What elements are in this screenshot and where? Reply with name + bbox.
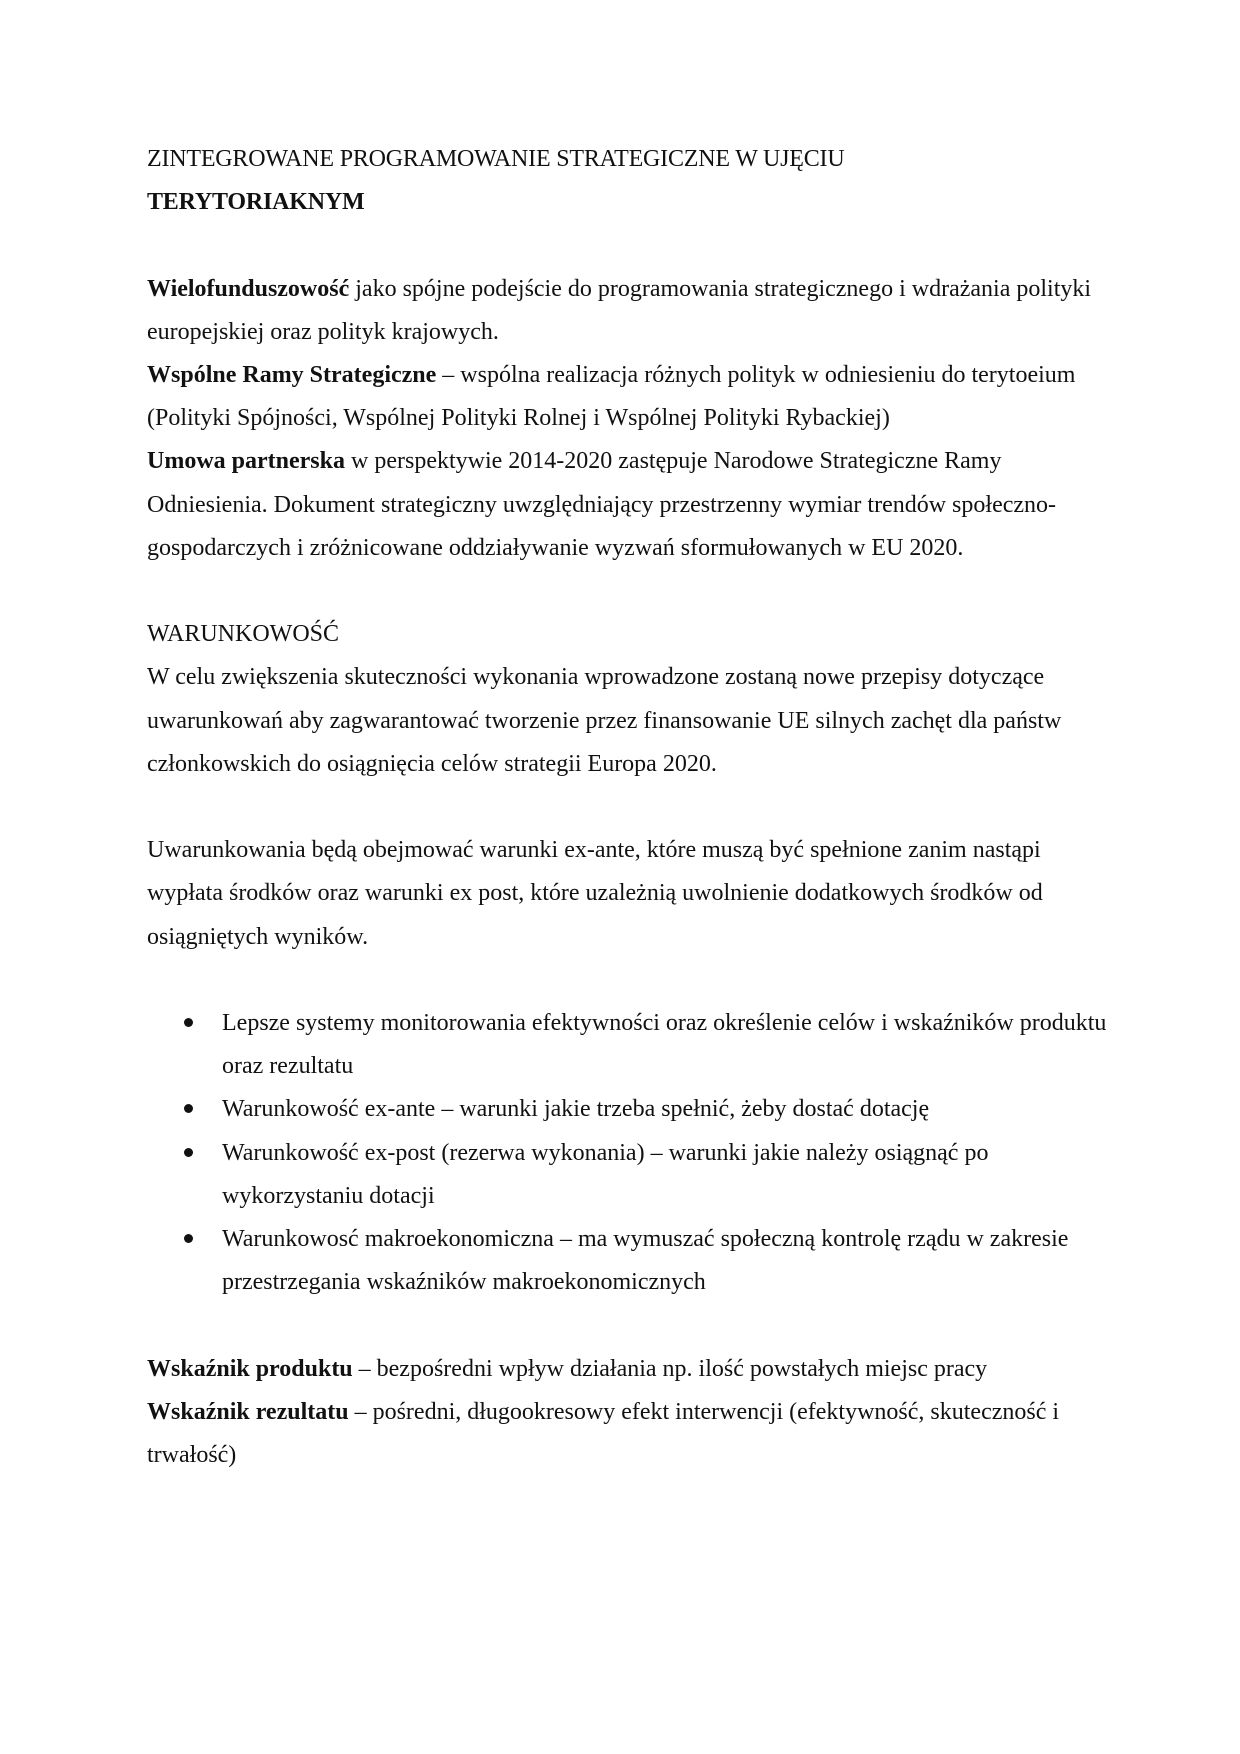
term-wskaznik-rezultatu: Wskaźnik rezultatu bbox=[147, 1398, 349, 1425]
spacer bbox=[147, 786, 1107, 829]
document-title-line-2 bbox=[147, 181, 1107, 224]
paragraph-uwarunkowania: Uwarunkowania będą obejmować warunki ex-ante, które muszą być spełnione zanim nastąpi wypłata środków oraz warunki ex post, które uzależnią uwolnienie dodatkowych środków od osiągniętych wyników. bbox=[147, 837, 1043, 950]
spacer bbox=[147, 959, 1107, 1002]
definition-wskaznik-produktu: – bezpośredni wpływ działania np. ilość powstałych miejsc pracy bbox=[352, 1355, 988, 1382]
section-heading-warunkowosc: WARUNKOWOŚĆ bbox=[147, 621, 339, 648]
list-item bbox=[222, 1132, 1107, 1218]
definition-wielofunduszowosc: jako spójne podejście do programowania strategicznego i wdrażania polityki europejskiej oraz polityk krajowych. bbox=[147, 275, 1092, 345]
paragraph-wielofunduszowosc bbox=[147, 268, 1107, 354]
definition-wskaznik-rezultatu: – pośredni, długookresowy efekt interwencji (efektywność, skuteczność i trwałość) bbox=[147, 1398, 1060, 1469]
paragraph-wspolne-ramy bbox=[147, 354, 1107, 440]
paragraph-wskaznik-produktu bbox=[147, 1348, 1107, 1391]
paragraph-umowa-partnerska bbox=[147, 440, 1107, 570]
paragraph-warunkowosc-intro: W celu zwiększenia skuteczności wykonania wprowadzone zostaną nowe przepisy dotyczące uwarunkowań aby zagwarantować tworzenie przez finansowanie UE silnych zachęt dla państw członkowskich do osiągnięcia celów strategii Europa 2020. bbox=[147, 664, 1062, 777]
list-item bbox=[222, 1218, 1107, 1304]
definition-wspolne-ramy: – wspólna realizacja różnych polityk w odniesieniu do terytoeium (Polityki Spójności, Wspólnej Polityki Rolnej i Wspólnej Polityki Rybackiej) bbox=[147, 362, 1076, 432]
spacer bbox=[147, 1304, 1107, 1347]
bullet-icon bbox=[184, 1234, 193, 1243]
list-item-text: Warunkowosć makroekonomiczna – ma wymuszać społeczną kontrolę rządu w zakresie przestrzegania wskaźników makroekonomicznych bbox=[222, 1226, 1069, 1296]
list-item-text: Warunkowość ex-ante – warunki jakie trzeba spełnić, żeby dostać dotację bbox=[222, 1096, 930, 1123]
spacer bbox=[147, 570, 1107, 613]
bullet-list bbox=[147, 1002, 1107, 1304]
list-item-text: Warunkowość ex-post (rezerwa wykonania) – warunki jakie należy osiągnąć po wykorzystaniu dotacji bbox=[222, 1139, 989, 1209]
list-item-text: Lepsze systemy monitorowania efektywności oraz określenie celów i wskaźników produktu oraz rezultatu bbox=[222, 1010, 1107, 1080]
bullet-icon bbox=[184, 1018, 193, 1027]
term-wielofunduszowosc: Wielofunduszowość bbox=[147, 275, 350, 302]
bullet-icon bbox=[184, 1148, 193, 1157]
list-item bbox=[222, 1002, 1107, 1088]
term-wspolne-ramy: Wspólne Ramy Strategiczne bbox=[147, 362, 437, 388]
spacer bbox=[147, 224, 1107, 267]
document-title-line-1: ZINTEGROWANE PROGRAMOWANIE STRATEGICZNE W UJĘCIU bbox=[147, 146, 845, 172]
term-umowa-partnerska: Umowa partnerska bbox=[147, 448, 345, 475]
document-page bbox=[147, 138, 1107, 1477]
definition-umowa-partnerska: w perspektywie 2014-2020 zastępuje Narodowe Strategiczne Ramy Odniesienia. Dokument strategiczny uwzględniający przestrzenny wymiar trendów społeczno-gospodarczych i zróżnicowane oddziaływanie wyzwań sformułowanych w EU 2020. bbox=[147, 448, 1057, 561]
list-item bbox=[222, 1088, 1107, 1131]
bullet-icon bbox=[184, 1104, 193, 1113]
term-wskaznik-produktu: Wskaźnik produktu bbox=[147, 1355, 353, 1382]
document-title-bold: TERYTORIAKNYM bbox=[147, 189, 365, 216]
paragraph-wskaznik-rezultatu bbox=[147, 1391, 1107, 1477]
